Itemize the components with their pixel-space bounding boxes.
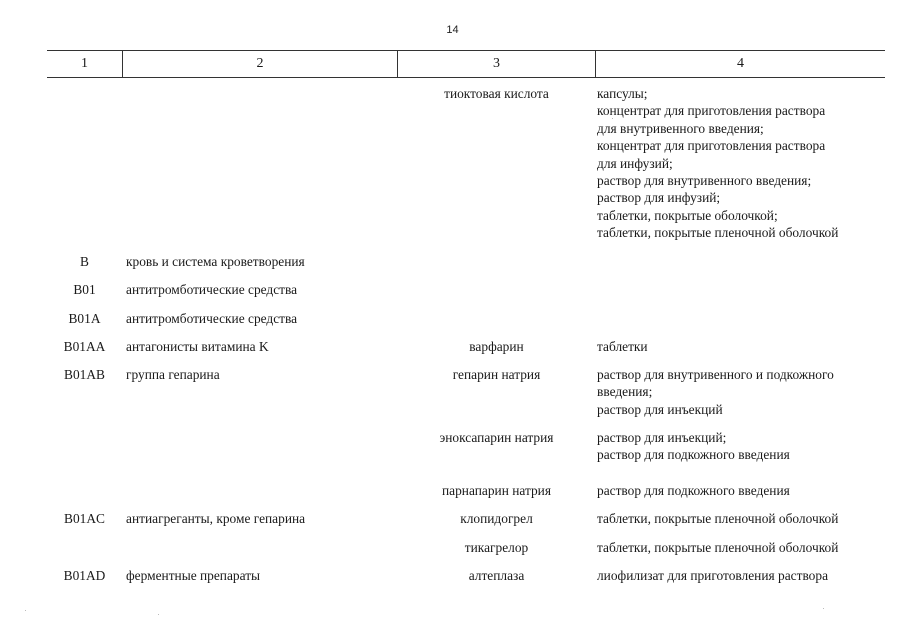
scan-speck [25, 610, 26, 611]
drug-name: эноксапарин натрия [439, 430, 554, 445]
atc-group: кровь и система кроветворения [126, 254, 305, 269]
scan-speck [612, 118, 613, 119]
dosage-form: для внутривенного введения; [597, 120, 764, 136]
dosage-forms [597, 482, 887, 499]
dosage-form: раствор для подкожного введения [597, 483, 790, 498]
dosage-form: лиофилизат для приготовления раствора [597, 568, 829, 583]
header-col-2: 2 [256, 56, 264, 71]
dosage-form: раствор для внутривенного и подкожного [597, 367, 834, 382]
atc-code: B01A [68, 311, 101, 326]
dosage-forms [597, 366, 887, 418]
atc-code: B01 [73, 282, 96, 297]
dosage-form: раствор для подкожного введения [597, 447, 790, 463]
atc-code: B01AA [63, 339, 106, 354]
dosage-form: раствор для инъекций [597, 401, 723, 417]
drug-name: варфарин [469, 339, 524, 354]
dosage-form: таблетки [597, 339, 648, 354]
header-col-4: 4 [737, 56, 744, 71]
drug-name: алтеплаза [468, 568, 525, 583]
atc-group: ферментные препараты [126, 568, 261, 583]
scan-speck [158, 614, 159, 615]
dosage-form: таблетки, покрытые пленочной оболочкой [597, 225, 839, 241]
dosage-form: раствор для инъекций; [597, 430, 727, 445]
atc-group: группа гепарина [126, 367, 220, 382]
atc-group: антиагреганты, кроме гепарина [126, 511, 306, 526]
dosage-forms [597, 85, 887, 242]
dosage-forms [597, 510, 887, 527]
drug-name: тикагрелор [464, 540, 529, 555]
dosage-form: капсулы; [597, 86, 648, 101]
atc-code: B01AC [64, 511, 105, 526]
atc-code: B [80, 254, 89, 269]
dosage-forms [597, 429, 887, 464]
dosage-form: введения; [597, 384, 653, 400]
table-header [47, 50, 885, 78]
header-col-3: 3 [493, 56, 500, 71]
atc-group: антитромботические средства [126, 282, 298, 297]
dosage-form: раствор для внутривенного введения; [597, 173, 812, 189]
drug-name: гепарин натрия [452, 367, 541, 382]
dosage-form: таблетки, покрытые оболочкой; [597, 207, 778, 223]
dosage-form: для инфузий; [597, 155, 673, 171]
drug-name: тиоктовая кислота [444, 86, 549, 101]
header-col-1: 1 [81, 56, 88, 71]
atc-code: B01AD [63, 568, 106, 583]
drug-name: парнапарин натрия [441, 483, 552, 498]
drug-name: клопидогрел [460, 511, 533, 526]
dosage-forms [597, 567, 887, 584]
page-number: 14 [446, 24, 459, 36]
dosage-forms [597, 539, 887, 556]
dosage-form: таблетки, покрытые пленочной оболочкой [597, 511, 839, 526]
atc-group: антитромботические средства [126, 311, 298, 326]
dosage-form: концентрат для приготовления раствора [597, 103, 826, 119]
dosage-form: таблетки, покрытые пленочной оболочкой [597, 540, 839, 555]
atc-code: B01AB [64, 367, 105, 382]
dosage-forms [597, 338, 887, 355]
scan-speck [823, 608, 824, 609]
dosage-form: раствор для инфузий; [597, 190, 721, 206]
atc-group: антагонисты витамина K [126, 339, 269, 354]
dosage-form: концентрат для приготовления раствора [597, 138, 826, 154]
